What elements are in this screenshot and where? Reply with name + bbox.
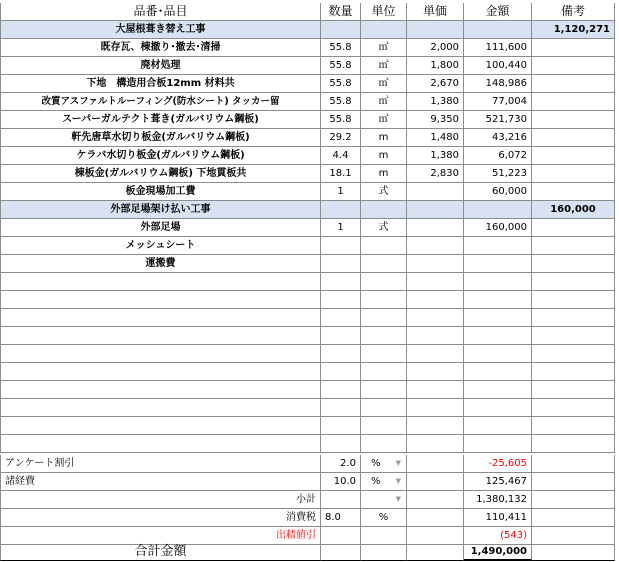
table-row [0, 93, 619, 111]
item-amount[interactable]: 521,730 [464, 111, 532, 129]
cell[interactable] [407, 309, 464, 327]
cell[interactable] [321, 327, 361, 345]
item-price[interactable]: 1,480 [407, 129, 464, 147]
section-title[interactable]: 外部足場架け払い工事 [0, 201, 321, 219]
cell[interactable] [407, 509, 464, 527]
item-unit[interactable]: m [361, 165, 407, 183]
cell[interactable] [0, 417, 321, 435]
item-amount[interactable]: 60,000 [464, 183, 532, 201]
item-note[interactable] [532, 237, 615, 255]
cell[interactable] [321, 291, 361, 309]
item-note[interactable] [532, 39, 615, 57]
table-row [0, 39, 619, 57]
item-note[interactable] [532, 57, 615, 75]
cell[interactable] [464, 291, 532, 309]
empty-row [0, 399, 619, 417]
header-qty[interactable]: 数量 [321, 3, 361, 21]
item-qty[interactable] [321, 237, 361, 255]
item-qty[interactable]: 55.8 [321, 93, 361, 111]
cell[interactable] [361, 381, 407, 399]
misc-row [0, 473, 619, 491]
item-amount[interactable] [464, 237, 532, 255]
cell[interactable] [464, 363, 532, 381]
cell[interactable] [464, 345, 532, 363]
table-row [0, 111, 619, 129]
item-price[interactable]: 1,380 [407, 147, 464, 165]
cell[interactable] [0, 435, 321, 453]
cell[interactable] [0, 399, 321, 417]
item-price[interactable] [407, 183, 464, 201]
cell[interactable] [321, 21, 361, 39]
cell[interactable] [361, 21, 407, 39]
item-note[interactable] [532, 255, 615, 273]
item-note[interactable] [532, 75, 615, 93]
item-name[interactable]: 下地 構造用合板12mm 材料共 [0, 75, 321, 93]
item-qty[interactable]: 55.8 [321, 57, 361, 75]
table-row [0, 75, 619, 93]
item-price[interactable]: 9,350 [407, 111, 464, 129]
item-qty[interactable]: 55.8 [321, 39, 361, 57]
section-note[interactable]: 160,000 [532, 201, 615, 219]
total-row [0, 543, 619, 561]
item-note[interactable] [532, 219, 615, 237]
cell[interactable] [464, 381, 532, 399]
chevron-down-icon[interactable]: ▼ [395, 477, 401, 485]
cell[interactable] [321, 273, 361, 291]
adjust-label[interactable]: 出精値引 [0, 527, 321, 545]
item-price[interactable]: 2,670 [407, 75, 464, 93]
chevron-down-icon[interactable]: ▼ [395, 495, 401, 503]
cell[interactable] [464, 435, 532, 453]
cell[interactable] [0, 291, 321, 309]
cell[interactable] [464, 201, 532, 219]
header-row [0, 3, 619, 21]
item-name[interactable]: 板金現場加工費 [0, 183, 321, 201]
item-unit[interactable]: ㎡ [361, 75, 407, 93]
cell[interactable] [407, 21, 464, 39]
table-row [0, 237, 619, 255]
cell[interactable] [407, 491, 464, 509]
cell[interactable] [407, 327, 464, 345]
cell[interactable] [407, 455, 464, 473]
empty-row [0, 273, 619, 291]
subtotal-unit-select[interactable] [361, 491, 407, 509]
discount-unit: % [371, 458, 381, 469]
misc-amount[interactable]: 125,467 [464, 473, 532, 491]
cell[interactable] [532, 273, 615, 291]
cell[interactable] [0, 345, 321, 363]
cell[interactable] [532, 291, 615, 309]
cell[interactable] [464, 417, 532, 435]
empty-row [0, 363, 619, 381]
cell[interactable] [0, 363, 321, 381]
cell[interactable] [532, 327, 615, 345]
discount-label[interactable]: アンケート割引 [0, 455, 321, 473]
item-note[interactable] [532, 93, 615, 111]
empty-row [0, 345, 619, 363]
cell[interactable] [361, 291, 407, 309]
cell[interactable] [407, 273, 464, 291]
misc-qty[interactable]: 10.0 [321, 473, 361, 491]
cell[interactable] [532, 363, 615, 381]
empty-row [0, 381, 619, 399]
item-note[interactable] [532, 129, 615, 147]
cell[interactable] [464, 273, 532, 291]
cell[interactable] [532, 399, 615, 417]
item-note[interactable] [532, 165, 615, 183]
cell[interactable] [0, 327, 321, 345]
item-unit[interactable] [361, 255, 407, 273]
cell[interactable] [361, 201, 407, 219]
table-row [0, 147, 619, 165]
item-name[interactable]: メッシュシート [0, 237, 321, 255]
item-price[interactable]: 1,800 [407, 57, 464, 75]
item-unit[interactable]: m [361, 147, 407, 165]
item-price[interactable] [407, 219, 464, 237]
section-note[interactable]: 1,120,271 [532, 21, 615, 39]
item-name[interactable]: スーパーガルテクト葺き(ガルバリウム鋼板) [0, 111, 321, 129]
cell[interactable] [361, 309, 407, 327]
cell[interactable] [407, 543, 464, 561]
tax-label[interactable]: 消費税 [0, 509, 321, 527]
header-item[interactable]: 品番･品目 [0, 3, 321, 21]
misc-unit: % [371, 476, 381, 487]
cell[interactable] [321, 345, 361, 363]
section-row [0, 201, 619, 219]
cell[interactable] [532, 381, 615, 399]
cell[interactable] [361, 363, 407, 381]
cell[interactable] [532, 473, 615, 491]
header-note[interactable]: 備考 [532, 3, 615, 21]
discount-amount[interactable]: -25,605 [464, 455, 532, 473]
total-amount[interactable]: 1,490,000 [464, 543, 532, 561]
item-unit[interactable]: 式 [361, 183, 407, 201]
cell[interactable] [464, 399, 532, 417]
cell[interactable] [361, 543, 407, 561]
cell[interactable] [532, 491, 615, 509]
cell[interactable] [407, 473, 464, 491]
item-unit[interactable]: ㎡ [361, 111, 407, 129]
item-qty[interactable]: 1 [321, 219, 361, 237]
item-unit[interactable]: ㎡ [361, 39, 407, 57]
cell[interactable] [321, 201, 361, 219]
cell[interactable] [407, 417, 464, 435]
item-price[interactable] [407, 255, 464, 273]
cell[interactable] [407, 399, 464, 417]
header-price[interactable]: 単価 [407, 3, 464, 21]
cell[interactable] [464, 309, 532, 327]
item-name[interactable]: 改質アスファルトルーフィング(防水シート) タッカー留 [0, 93, 321, 111]
cell[interactable] [321, 491, 361, 509]
cell[interactable] [321, 309, 361, 327]
cell[interactable] [321, 381, 361, 399]
cell[interactable] [407, 381, 464, 399]
item-amount[interactable]: 148,986 [464, 75, 532, 93]
adjust-amount[interactable]: (543) [464, 527, 532, 545]
item-qty[interactable] [321, 255, 361, 273]
item-qty[interactable]: 55.8 [321, 111, 361, 129]
item-qty[interactable]: 55.8 [321, 75, 361, 93]
cell[interactable] [321, 435, 361, 453]
item-name[interactable]: 運搬費 [0, 255, 321, 273]
cell[interactable] [532, 509, 615, 527]
cell[interactable] [532, 309, 615, 327]
tax-qty[interactable]: 8.0 [321, 509, 361, 527]
discount-qty[interactable]: 2.0 [321, 455, 361, 473]
table-row [0, 219, 619, 237]
table-row [0, 255, 619, 273]
item-unit[interactable] [361, 237, 407, 255]
item-amount[interactable]: 43,216 [464, 129, 532, 147]
cell[interactable] [321, 417, 361, 435]
empty-row [0, 435, 619, 453]
cell[interactable] [464, 327, 532, 345]
item-amount[interactable]: 6,072 [464, 147, 532, 165]
empty-row [0, 291, 619, 309]
item-name[interactable]: ケラバ水切り板金(ガルバリウム鋼板) [0, 147, 321, 165]
item-note[interactable] [532, 111, 615, 129]
subtotal-label[interactable]: 小計 [0, 491, 321, 509]
subtotal-row [0, 491, 619, 509]
item-price[interactable] [407, 237, 464, 255]
discount-row [0, 455, 619, 473]
cell[interactable] [464, 21, 532, 39]
table-row [0, 129, 619, 147]
item-name[interactable]: 外部足場 [0, 219, 321, 237]
cell[interactable] [361, 399, 407, 417]
cell[interactable] [407, 363, 464, 381]
item-amount[interactable]: 77,004 [464, 93, 532, 111]
cell[interactable] [407, 291, 464, 309]
item-qty[interactable]: 4.4 [321, 147, 361, 165]
cell[interactable] [532, 345, 615, 363]
misc-label[interactable]: 諸経費 [0, 473, 321, 491]
item-unit[interactable]: ㎡ [361, 57, 407, 75]
header-amount[interactable]: 金額 [464, 3, 532, 21]
item-amount[interactable]: 51,223 [464, 165, 532, 183]
item-unit[interactable]: 式 [361, 219, 407, 237]
tax-amount[interactable]: 110,411 [464, 509, 532, 527]
cell[interactable] [407, 435, 464, 453]
item-name[interactable]: 廃材処理 [0, 57, 321, 75]
cell[interactable] [321, 399, 361, 417]
item-qty[interactable]: 18.1 [321, 165, 361, 183]
total-label[interactable]: 合計金額 [0, 543, 321, 561]
cell[interactable] [407, 345, 464, 363]
item-qty[interactable]: 1 [321, 183, 361, 201]
table-row [0, 57, 619, 75]
item-qty[interactable]: 29.2 [321, 129, 361, 147]
chevron-down-icon[interactable]: ▼ [395, 459, 401, 467]
cell[interactable] [361, 327, 407, 345]
misc-unit-select[interactable] [361, 473, 407, 491]
cell[interactable] [532, 435, 615, 453]
cell[interactable] [361, 345, 407, 363]
cell[interactable] [361, 273, 407, 291]
table-row [0, 165, 619, 183]
cell[interactable] [532, 417, 615, 435]
item-amount[interactable]: 111,600 [464, 39, 532, 57]
item-price[interactable]: 1,380 [407, 93, 464, 111]
item-amount[interactable]: 100,440 [464, 57, 532, 75]
item-name[interactable]: 軒先唐草水切り板金(ガルバリウム鋼板) [0, 129, 321, 147]
subtotal-amount[interactable]: 1,380,132 [464, 491, 532, 509]
section-title[interactable]: 大屋根葺き替え工事 [0, 21, 321, 39]
cell[interactable] [532, 543, 615, 561]
cell[interactable] [532, 455, 615, 473]
empty-row [0, 327, 619, 345]
tax-row [0, 509, 619, 527]
cell[interactable] [321, 543, 361, 561]
item-name[interactable]: 既存瓦、棟撤り･撤去･清掃 [0, 39, 321, 57]
empty-row [0, 309, 619, 327]
empty-row [0, 417, 619, 435]
discount-unit-select[interactable] [361, 455, 407, 473]
table-row [0, 183, 619, 201]
cell[interactable] [361, 417, 407, 435]
item-unit[interactable]: ㎡ [361, 93, 407, 111]
cell[interactable] [0, 273, 321, 291]
cell[interactable] [407, 201, 464, 219]
cell[interactable] [0, 309, 321, 327]
section-row [0, 21, 619, 39]
item-price[interactable]: 2,000 [407, 39, 464, 57]
tax-unit[interactable]: % [361, 509, 407, 527]
cell[interactable] [361, 435, 407, 453]
item-note[interactable] [532, 147, 615, 165]
item-amount[interactable] [464, 255, 532, 273]
item-name[interactable]: 棟板金(ガルバリウム鋼板) 下地貫板共 [0, 165, 321, 183]
item-amount[interactable]: 160,000 [464, 219, 532, 237]
item-note[interactable] [532, 183, 615, 201]
header-unit[interactable]: 単位 [361, 3, 407, 21]
cell[interactable] [321, 363, 361, 381]
cell[interactable] [0, 381, 321, 399]
item-unit[interactable]: m [361, 129, 407, 147]
item-price[interactable]: 2,830 [407, 165, 464, 183]
